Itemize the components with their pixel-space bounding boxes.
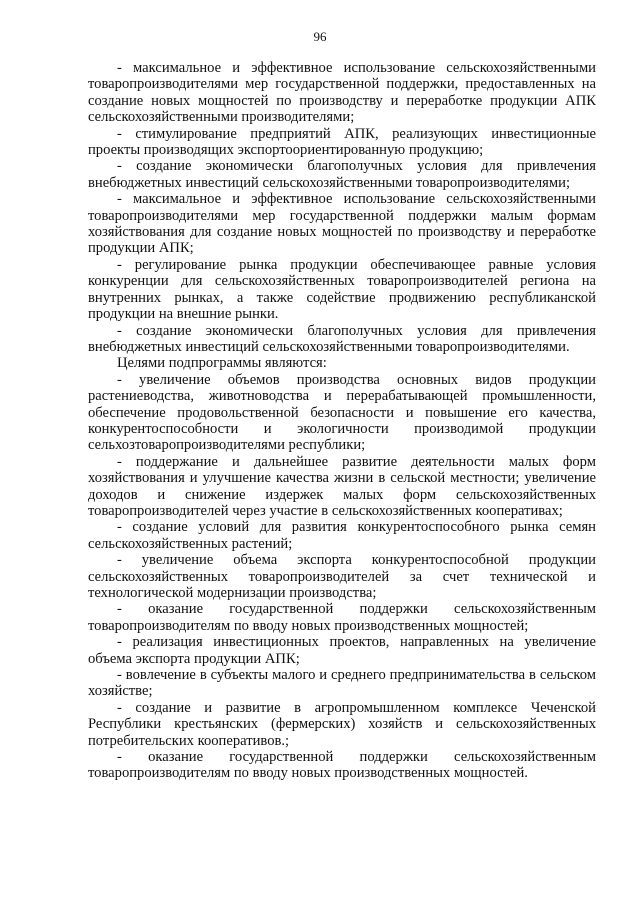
paragraph-13: - реализация инвестиционных проектов, направленных на увеличение объема экспорта продукции АПК; (88, 634, 596, 667)
paragraph-10: - создание условий для развития конкурентоспособного рынка семян сельскохозяйственных растений; (88, 519, 596, 552)
document-body (88, 60, 596, 782)
paragraph-1: - максимальное и эффективное использование сельскохозяйственными товаропроизводителями мер государственной поддержки, предоставленных на создание новых мощностей по производству и переработке продукции АПК сельскохозяйственными производителями; (88, 60, 596, 126)
paragraph-14: - вовлечение в субъекты малого и среднего предпринимательства в сельском хозяйстве; (88, 667, 596, 700)
paragraph-15: - создание и развитие в агропромышленном комплексе Чеченской Республики крестьянских (фермерских) хозяйств и сельскохозяйственных потребительских кооперативов.; (88, 699, 596, 749)
goals-heading: Целями подпрограммы являются: (117, 355, 327, 372)
paragraph-6: - создание экономически благополучных условия для привлечения внебюджетных инвестиций сельскохозяйственными товаропроизводителями. (88, 322, 596, 355)
paragraph-16: - оказание государственной поддержки сельскохозяйственным товаропроизводителям по вводу новых производственных мощностей. (88, 749, 596, 782)
page-number: 96 (313, 29, 327, 44)
paragraph-9: - поддержание и дальнейшее развитие деятельности малых форм хозяйствования и улучшение качества жизни в сельской местности; увеличение доходов и снижение издержек малых форм сельскохозяйственных товаропроизводителей через участие в сельскохозяйственных кооперативах; (88, 453, 596, 519)
paragraph-8: - увеличение объемов производства основных видов продукции растениеводства, животноводства и перерабатывающей промышленности, обеспечение продовольственной безопасности и повышение его качества, конкурентоспособности и экологичности производимой продукции сельхозтоваропроизводителями республики; (88, 371, 596, 454)
paragraph-5: - регулирование рынка продукции обеспечивающее равные условия конкуренции для сельскохозяйственных товаропроизводителей региона на внутренних рынках, а также содействие продвижению республиканской продукции на внешние рынки. (88, 256, 596, 323)
paragraph-4: - максимальное и эффективное использование сельскохозяйственными товаропроизводителями мер государственной поддержки малым формам хозяйствования для создание новых мощностей по производству и переработке продукции АПК; (88, 191, 596, 257)
paragraph-3: - создание экономически благополучных условия для привлечения внебюджетных инвестиций сельскохозяйственными товаропроизводителями; (88, 158, 596, 191)
paragraph-12: - оказание государственной поддержки сельскохозяйственным товаропроизводителям по вводу новых производственных мощностей; (88, 601, 596, 634)
paragraph-2: - стимулирование предприятий АПК, реализующих инвестиционные проекты производящих экспортоориентированную продукцию; (88, 125, 596, 159)
paragraph-11: - увеличение объема экспорта конкурентоспособной продукции сельскохозяйственных товаропроизводителей за счет технической и технологической модернизации производства; (88, 552, 596, 601)
